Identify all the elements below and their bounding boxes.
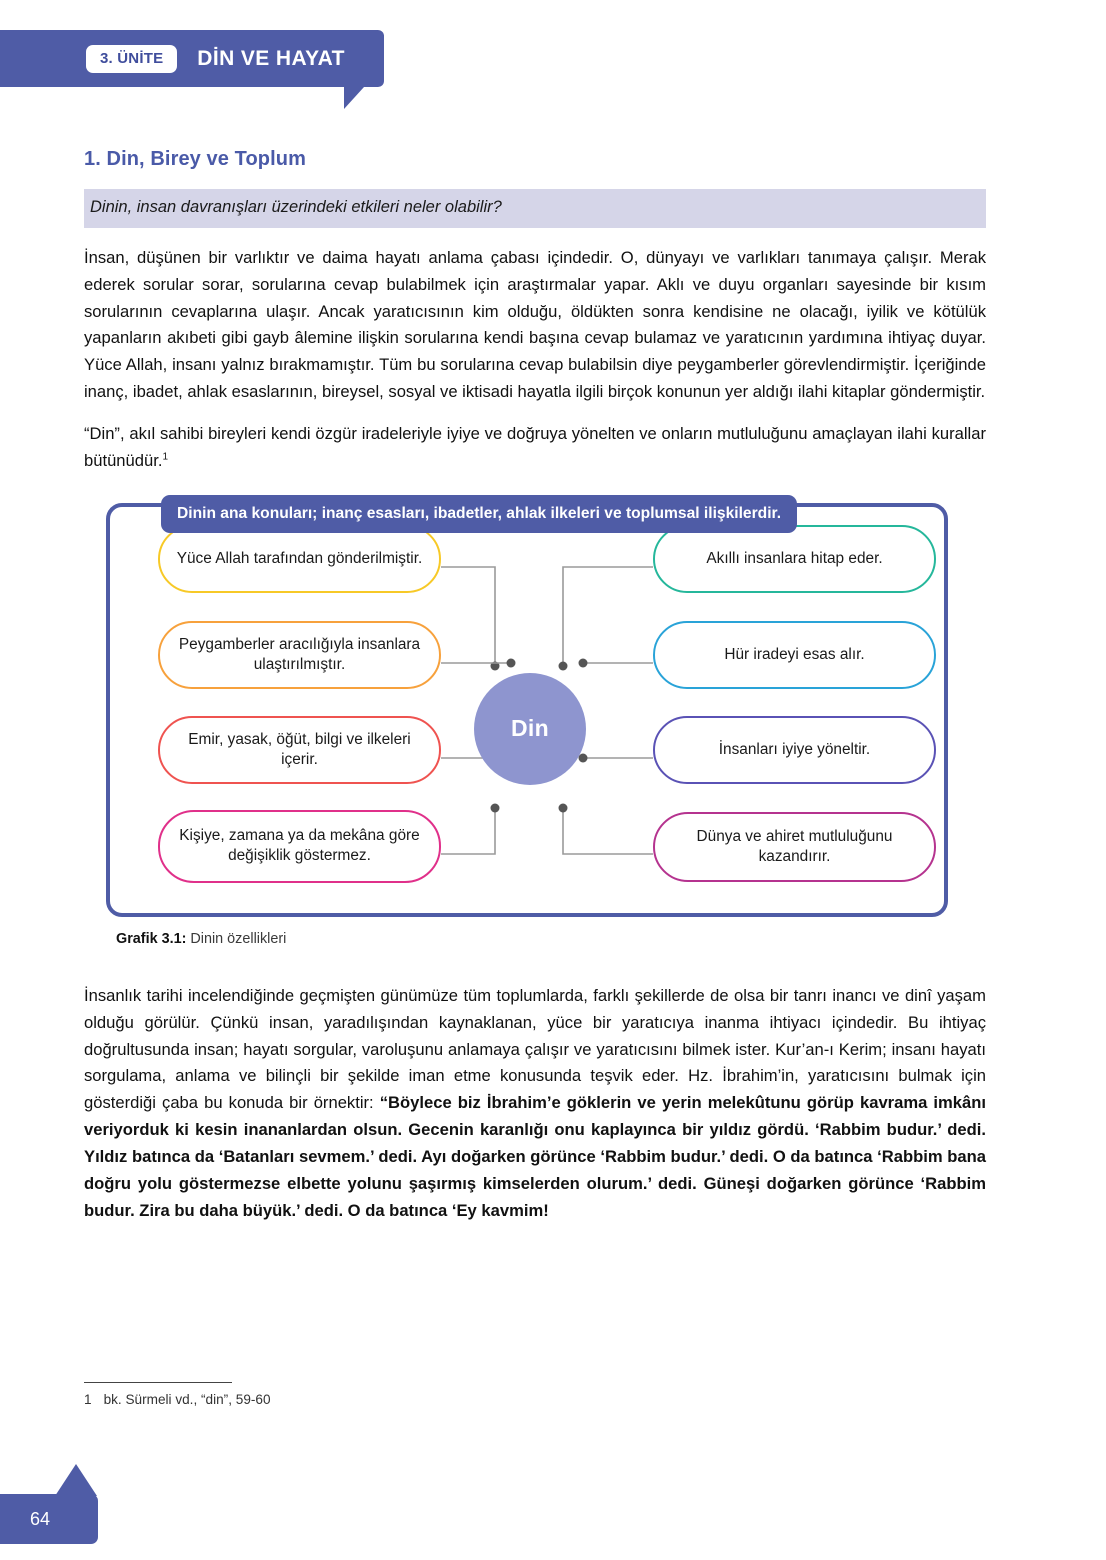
unit-banner-tail: [344, 87, 384, 109]
diagram-node-left-3: Emir, yasak, öğüt, bilgi ve ilkeleri içerir.: [158, 716, 441, 784]
paragraph-1: İnsan, düşünen bir varlıktır ve daima hayatı anlama çabası içindedir. O, dünyayı ve varlıkları tanımaya çalışır. Merak ederek sorular sorar, sorularına cevap bulabilmek için araştırmalar yapar. Aklı ve duyu organları sayesinde bir kısım sorularının cevaplarına ulaşır. Ancak yaratıcısının kim olduğu, öldükten sonra kendisine ne olacağı, iyilik ve kötülük yapanların akıbeti gibi gayb âlemine ilişkin sorularına kendi başına cevap bulamaz ve yaratıcının yardımına ihtiyaç duyar. Yüce Allah, insanı yalnız bırakmamıştır. Tüm bu sorularına cevap bulabilsin diye peygamberler görevlendirmiştir. İçeriğinde inanç, ibadet, ahlak esaslarının, bireysel, sosyal ve iktisadi hayatla ilgili birçok konunun yer aldığı ilahi kitaplar göndermiştir.: [84, 247, 986, 402]
paragraph-3-lead: İnsanlık tarihi incelendiğinde geçmişten günümüze tüm toplumlarda, farklı şekillerde de olsa bir tanrı inancı ve dinî yaşam olduğu görülür. Çünkü insan, yaradılışından kaynaklanan, yüce bir yaratıcıya inanma ihtiyacı içindedir. Bu ihtiyaç doğrultusunda insan; hayatı sorgular, varoluşunu anlamaya çalışır ve yaratıcısını bilmek ister. Kur’an-ı Kerim; insanı hayatı sorgulama, anlama ve bilinçli bir şekilde iman etme konusunda teşvik eder. Hz. İbrahim’in, yaratıcısını bulmak için gösterdiği çaba bu konuda bir örnektir:: [84, 985, 986, 1113]
paragraph-3-quote: “Böylece biz İbrahim’e göklerin ve yerin melekûtunu görüp kavrama imkânı veriyorduk ki kesin inananlardan olsun. Gecenin karanlığı onu kaplayınca bir yıldız gördü. ‘Rabbim budur.’ dedi. Yıldız batınca da ‘Batanları sevmem.’ dedi. Ayı doğarken görünce ‘Rabbim budur.’ dedi. O da batınca ‘Rabbim bana doğru yolu göstermezse elbette yolunu şaşırmış kimselerden olurum.’ dedi. Güneşi doğarken görünce ‘Rabbim budur. Zira bu daha büyük.’ dedi. O da batınca ‘Ey kavmim!: [84, 1093, 987, 1220]
unit-title: DİN VE HAYAT: [197, 46, 345, 70]
diagram-caption-label: Grafik 3.1:: [116, 930, 187, 947]
footnote-number: 1: [84, 1392, 92, 1407]
unit-number-pill: 3. ÜNİTE: [86, 45, 177, 73]
paragraph-2: [84, 421, 986, 475]
footnote-area: [84, 1382, 986, 1407]
diagram-node-right-2: Hür iradeyi esas alır.: [653, 621, 936, 689]
diagram-hub-din: Din: [474, 673, 586, 785]
paragraph-3: [84, 983, 986, 1225]
footnote-line: [84, 1392, 986, 1407]
footnote-divider: [84, 1382, 232, 1383]
section-question-bar: Dinin, insan davranışları üzerindeki etkileri neler olabilir?: [84, 189, 986, 228]
diagram-banner: Dinin ana konuları; inanç esasları, ibadetler, ahlak ilkeleri ve toplumsal ilişkilerdir.: [161, 495, 797, 533]
diagram-node-right-4: Dünya ve ahiret mutluluğunu kazandırır.: [653, 812, 936, 882]
footnote-citation: bk. Sürmeli vd., “din”, 59-60: [103, 1392, 271, 1407]
diagram-node-left-4: Kişiye, zamana ya da mekâna göre değişiklik göstermez.: [158, 810, 441, 883]
diagram-node-right-1: Akıllı insanlara hitap eder.: [653, 525, 936, 593]
diagram-dinin-ozellikleri: [106, 495, 948, 917]
diagram-caption-text: Dinin özellikleri: [190, 930, 287, 947]
page-content: [84, 148, 986, 1240]
diagram-node-left-1: Yüce Allah tarafından gönderilmiştir.: [158, 525, 441, 593]
paragraph-2-text: “Din”, akıl sahibi bireyleri kendi özgür iradeleriyle iyiye ve doğruya yönelten ve onların mutluluğunu amaçlayan ilahi kurallar bütünüdür.: [84, 424, 986, 470]
unit-header-banner: [0, 30, 384, 87]
footnote-marker: 1: [162, 451, 168, 463]
section-title: 1. Din, Birey ve Toplum: [84, 148, 306, 170]
diagram-node-left-2: Peygamberler aracılığıyla insanlara ulaştırılmıştır.: [158, 621, 441, 689]
diagram-caption: [116, 931, 986, 947]
page-number-tail: [55, 1464, 97, 1496]
diagram-node-right-3: İnsanları iyiye yöneltir.: [653, 716, 936, 784]
page-number-badge: 64: [0, 1494, 98, 1544]
